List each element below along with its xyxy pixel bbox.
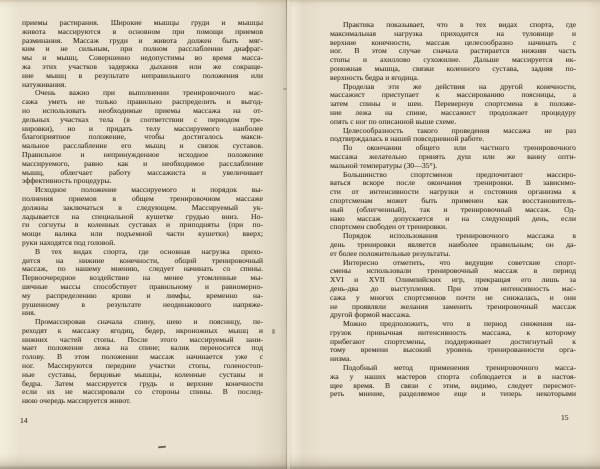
text-line: другой формой массажа. [330,310,411,320]
text-line: приемы растирания. Широкие мышцы груди и мышцы [22,18,263,27]
text-line: но использовать необходимые приемы массажа на от- [22,105,263,115]
text-line: Очень важно при выполнении тренировочного мас- [35,88,263,98]
text-line: Большинство спортсменов предпочитают массиро- [343,169,576,179]
text-line: живота массируются в основном при помощи приемов [22,26,263,36]
text-line: дится на нижние конечности, общий тренировочный [22,255,263,265]
text-line: нако массаж допускается и на следующий день, если [330,213,576,223]
text-line: XVI и XVII Олимпийских игр, прекращая его лишь за [330,275,576,285]
text-line: стопы и ахиллово сухожилие. Дальше массируется ик- [330,55,576,65]
text-line: ваться вскоре после окончания тренировки. В зависимо- [330,178,576,188]
text-line: Порядок использования тренировочного массажа в [343,231,576,241]
text-line: бедра. Затем массируется грудь и верхние конечности [22,378,263,388]
text-line: день-два до выступления. При этом интенсивность мас- [330,283,576,293]
text-line: мает положение лежа на спине; валик переносится под [22,343,263,353]
text-line: мальное расслабление его мышц и связок суставов. [22,141,263,151]
page-number-right: 15 [561,413,569,422]
text-line: Первоочередное воздействие на менее утомленные мы- [22,273,263,283]
text-line: ног. Массируются передние участки стопы, голеностоп- [22,361,263,371]
text-line: ные суставы, берцовые мышцы, коленные суставы и [22,369,263,379]
text-line: нижних частей стопы. После этого массируемый зани- [22,334,263,344]
text-line: массируемого, равно как и необходимое расслабление [22,158,263,168]
text-line: руки находятся под головой. [22,237,116,247]
text-line: день тренировки является наиболее правильным; он да- [330,239,576,249]
text-line: сти от интенсивности нагрузки и состояния организма к [330,187,576,197]
text-line: смены использовали тренировочный массаж в период [330,266,576,276]
text-line: не проявляли желания заменить тренировочный массаж [330,301,576,311]
text-line: ет более положительные результаты. [330,248,451,258]
text-line: ладывается на специальной кушетке грудью вниз. Но- [22,211,263,221]
text-line: ног. В этом случае сначала растирается нижняя часть [330,46,576,56]
text-line: затем спины и шеи. Перевернув спортсмена в положе- [330,99,576,109]
text-line: прибегают спортсмены, поддерживает достигнутый к [330,336,576,346]
text-line: если их не массировали со стороны спины. В послед- [22,387,263,397]
gutter-crease-line [286,0,287,469]
text-line: низма. [330,354,352,364]
text-line: верхние конечности, массаж целесообразно начинать с [330,37,576,47]
text-line: нюю очередь массируется живот. [22,396,131,406]
text-line: подтверждалась в нашей повседневной работе. [330,134,485,144]
text-line: ние лежа на спине, массажист продолжает процедуру [330,107,576,117]
text-line: му распределению крови и лимфы, временно на- [22,290,263,300]
text-line: жа этих участков задержка дыхания или же сокраще- [22,61,263,71]
text-line: По окончании общего или частного тренировочного [343,143,576,153]
text-line: Интересно отметить, что ведущие советские спорт- [343,257,576,267]
text-line: ния. [22,308,36,318]
text-line: мышц, облегчает работу массажиста и увеличивает [22,167,263,177]
text-line: дельных участках тела (в соответствии с периодом тре- [22,114,263,124]
text-line: спортсмен свободен от тренировки. [330,222,448,232]
text-line: опять с ног по описанной выше схеме. [330,116,457,126]
text-line: ние мышц в результате неправильного положения или [22,70,263,80]
text-line: разминания. Массаж груди и живота должен быть мяг- [22,35,263,45]
text-line: тому времени высокий уровень тренированности орга- [330,345,576,355]
text-line: Подобный метод применения тренировочного масса- [343,363,576,373]
text-line: массаж, по нашему мнению, следует начинать со спины. [22,264,263,274]
text-line: верхность бедра и ягодица. [330,72,419,82]
text-line: массажист приступает к массированию поясницы, а [330,90,576,100]
text-line: Проделав эти же действия на другой конечности, [343,81,576,91]
text-line: рушенному в результате неодинакового напряже- [22,299,263,309]
fold-kink-mark [283,88,287,90]
text-line: Целесообразность такого проведения массажа не раз [343,125,576,135]
text-line: голову. В этом положении массаж начинается уже с [22,352,263,362]
gutter-highlight [287,0,290,469]
text-line: сажа уметь не только правильно распределить и выгод- [22,97,263,107]
text-line: должны заключаться в следующем. Массируемый ук- [22,202,263,212]
text-line: максимальная нагрузка приходится на туловище и [330,28,576,38]
text-line: Правильное и непринужденное исходное положение [22,149,263,159]
text-line: мощи валика или подъемной части кушетки) вверх; [22,229,263,239]
text-line: щее время. В связи с этим, видимо, следует пересмот- [330,380,576,390]
text-line: реходят к массажу ягодиц, бедер, икроножных мышц и [22,325,263,335]
text-line: нировки), но и придать телу массируемого наиболее [22,123,263,133]
text-line: благоприятное положение, чтобы достигалось макси- [22,132,263,142]
page-right-text [330,21,576,399]
text-line: жа у наших мастеров спорта соблюдается и в настоя- [330,371,576,381]
text-line: Исходное положение массируемого и порядок вы- [35,185,263,195]
text-line: Можно предположить, что в период снижения на- [343,319,576,329]
ink-smudge [158,446,166,449]
ink-smudge [272,329,275,334]
text-line: Практика показывает, что в тех видах спорта, где [343,20,576,29]
text-line: Промассировав сначала спину, шею и поясницу, пе- [35,317,263,327]
text-line: грузок привычная интенсивность массажа, к которому [330,327,576,337]
text-line: реть мнение, разделяемое еще и теперь некоторыми [330,389,576,399]
page-left-text [22,19,263,406]
text-line: ный (облегченный), так и тренировочный массаж. Од- [330,204,576,214]
text-line: шечные массы способствует правильному и равномерно- [22,281,263,291]
text-line: спортсменам может быть применен как восстановитель- [330,195,576,205]
text-line: сажа у многих спортсменов почти не снижалась, и они [330,292,576,302]
text-line: эффективность процедуры. [22,176,112,186]
text-line: мы и мышц. Совершенно недопустимы во время масса- [22,53,263,63]
text-line: В тех видах спорта, где основная нагрузка прихо- [35,246,263,256]
text-line: массажа желательно принять душ или же ванну опти- [330,151,576,161]
text-line: полнения приемов в общем тренировочном массаже [22,193,263,203]
text-line: ги согнуты в коленных суставах и приподняты (при по- [22,220,263,230]
text-line: роножная мышца, связки коленного сустава, задняя по- [330,63,576,73]
page-number-left: 14 [20,416,28,425]
text-line: натуживания. [22,79,67,89]
text-line: ким и не сильным, при полном расслаблении диафраг- [22,44,263,54]
text-line: мальной температуры (30—35°). [330,160,438,170]
